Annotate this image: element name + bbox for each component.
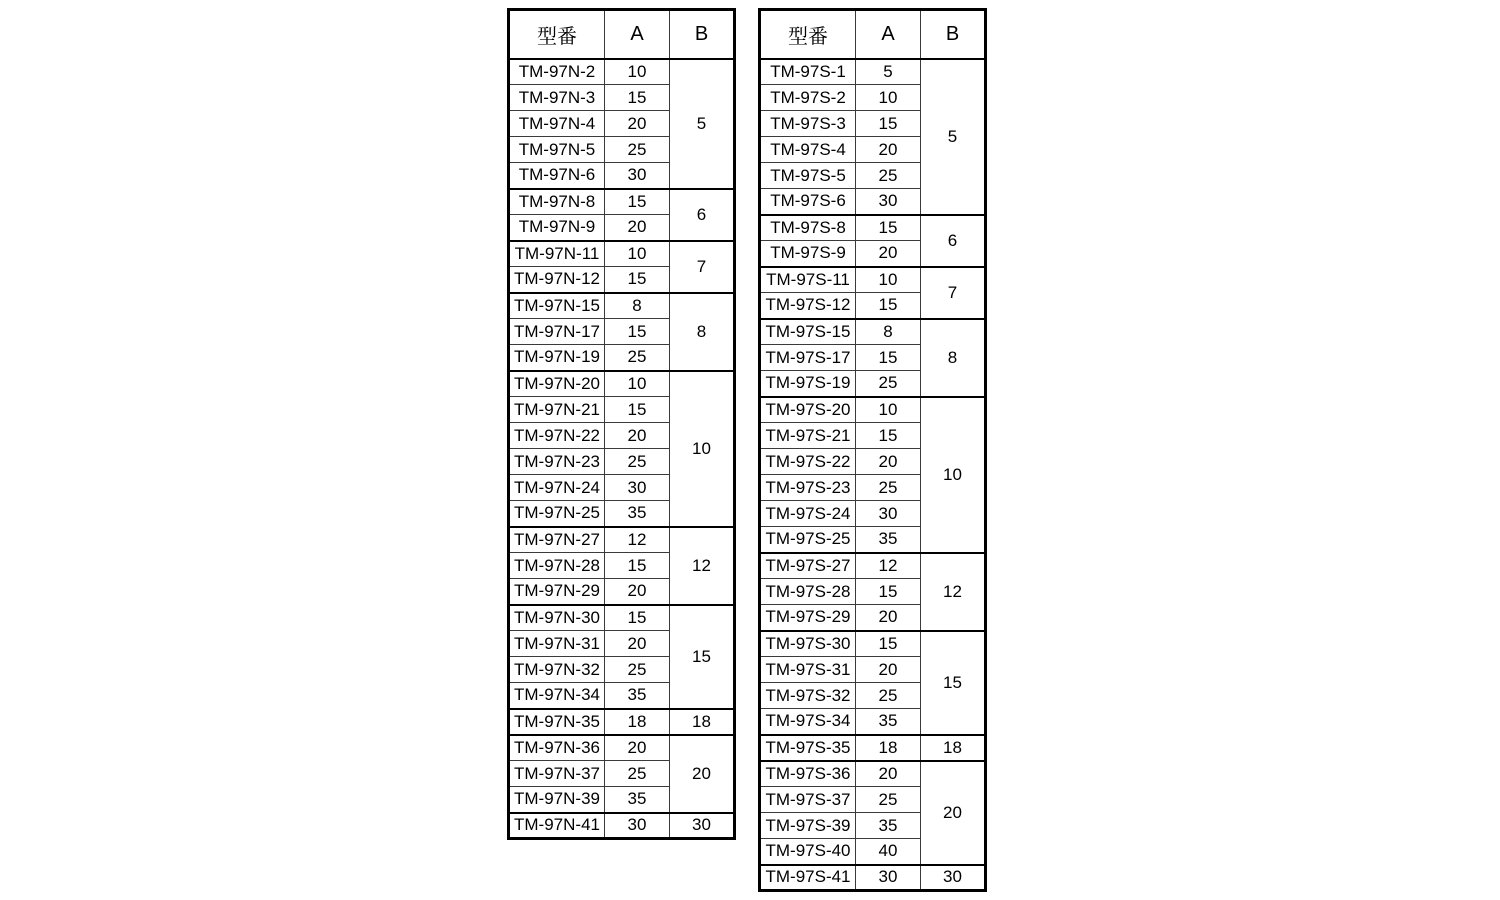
- a-value-cell: 18: [605, 709, 670, 735]
- a-value-cell: 20: [856, 137, 921, 163]
- table-row: [509, 241, 735, 267]
- model-cell: TM-97N-8: [509, 189, 605, 215]
- a-value-cell: 35: [856, 527, 921, 553]
- a-value-cell: 12: [856, 553, 921, 579]
- a-value-cell: 20: [605, 631, 670, 657]
- model-cell: TM-97S-8: [760, 215, 856, 241]
- tm-97n-spec-table: [507, 8, 736, 840]
- a-value-cell: 5: [856, 59, 921, 85]
- a-value-cell: 25: [605, 137, 670, 163]
- model-cell: TM-97S-21: [760, 423, 856, 449]
- table-row: [760, 215, 986, 241]
- a-value-cell: 15: [605, 189, 670, 215]
- table-row: [760, 319, 986, 345]
- model-cell: TM-97N-28: [509, 553, 605, 579]
- table-row: [509, 371, 735, 397]
- model-cell: TM-97N-23: [509, 449, 605, 475]
- model-cell: TM-97N-41: [509, 813, 605, 839]
- model-cell: TM-97N-5: [509, 137, 605, 163]
- table-row: [509, 605, 735, 631]
- table-row: [760, 59, 986, 85]
- a-value-cell: 20: [605, 111, 670, 137]
- a-value-cell: 15: [856, 345, 921, 371]
- b-value-cell: 7: [670, 241, 735, 293]
- a-value-cell: 25: [605, 761, 670, 787]
- a-value-cell: 25: [856, 163, 921, 189]
- model-cell: TM-97N-29: [509, 579, 605, 605]
- table-row: [760, 267, 986, 293]
- model-cell: TM-97S-31: [760, 657, 856, 683]
- a-value-cell: 30: [605, 813, 670, 839]
- model-cell: TM-97N-35: [509, 709, 605, 735]
- a-value-cell: 18: [856, 735, 921, 761]
- model-cell: TM-97N-20: [509, 371, 605, 397]
- b-value-cell: 12: [921, 553, 986, 631]
- a-value-cell: 15: [605, 85, 670, 111]
- b-value-cell: 12: [670, 527, 735, 605]
- model-cell: TM-97N-37: [509, 761, 605, 787]
- a-value-cell: 15: [856, 293, 921, 319]
- b-value-cell: 18: [921, 735, 986, 761]
- a-value-cell: 30: [856, 189, 921, 215]
- model-cell: TM-97N-36: [509, 735, 605, 761]
- table-row: [760, 631, 986, 657]
- a-value-cell: 20: [605, 423, 670, 449]
- table-row: [509, 527, 735, 553]
- a-value-cell: 10: [605, 59, 670, 85]
- model-cell: TM-97S-34: [760, 709, 856, 735]
- b-value-cell: 30: [921, 865, 986, 891]
- model-cell: TM-97N-12: [509, 267, 605, 293]
- model-cell: TM-97N-39: [509, 787, 605, 813]
- a-value-cell: 35: [856, 709, 921, 735]
- b-value-cell: 7: [921, 267, 986, 319]
- model-cell: TM-97S-23: [760, 475, 856, 501]
- model-cell: TM-97S-41: [760, 865, 856, 891]
- model-cell: TM-97S-19: [760, 371, 856, 397]
- model-cell: TM-97S-17: [760, 345, 856, 371]
- model-cell: TM-97S-2: [760, 85, 856, 111]
- b-value-cell: 20: [670, 735, 735, 813]
- table-row: [509, 709, 735, 735]
- a-value-cell: 10: [856, 397, 921, 423]
- a-value-cell: 15: [856, 111, 921, 137]
- table-row: [509, 293, 735, 319]
- model-cell: TM-97N-21: [509, 397, 605, 423]
- a-value-cell: 30: [856, 501, 921, 527]
- a-value-cell: 35: [605, 683, 670, 709]
- b-value-cell: 5: [670, 59, 735, 189]
- header-a: A: [605, 10, 670, 59]
- a-value-cell: 15: [605, 605, 670, 631]
- b-value-cell: 5: [921, 59, 986, 215]
- a-value-cell: 20: [605, 215, 670, 241]
- a-value-cell: 20: [856, 657, 921, 683]
- model-cell: TM-97S-25: [760, 527, 856, 553]
- model-cell: TM-97S-11: [760, 267, 856, 293]
- header-a: A: [856, 10, 921, 59]
- model-cell: TM-97S-15: [760, 319, 856, 345]
- model-cell: TM-97S-30: [760, 631, 856, 657]
- a-value-cell: 20: [856, 449, 921, 475]
- a-value-cell: 10: [605, 241, 670, 267]
- header-b: B: [921, 10, 986, 59]
- a-value-cell: 15: [605, 319, 670, 345]
- a-value-cell: 8: [605, 293, 670, 319]
- model-cell: TM-97N-32: [509, 657, 605, 683]
- table-body: [760, 59, 986, 891]
- model-cell: TM-97N-22: [509, 423, 605, 449]
- a-value-cell: 10: [605, 371, 670, 397]
- model-cell: TM-97S-5: [760, 163, 856, 189]
- a-value-cell: 25: [605, 345, 670, 371]
- model-cell: TM-97N-2: [509, 59, 605, 85]
- a-value-cell: 35: [856, 813, 921, 839]
- b-value-cell: 10: [921, 397, 986, 553]
- a-value-cell: 12: [605, 527, 670, 553]
- header-model: 型番: [509, 10, 605, 59]
- model-cell: TM-97S-6: [760, 189, 856, 215]
- model-cell: TM-97S-4: [760, 137, 856, 163]
- a-value-cell: 30: [605, 475, 670, 501]
- model-cell: TM-97S-32: [760, 683, 856, 709]
- model-cell: TM-97N-30: [509, 605, 605, 631]
- b-value-cell: 15: [921, 631, 986, 735]
- model-cell: TM-97N-6: [509, 163, 605, 189]
- model-cell: TM-97N-17: [509, 319, 605, 345]
- b-value-cell: 8: [670, 293, 735, 371]
- model-cell: TM-97S-24: [760, 501, 856, 527]
- a-value-cell: 8: [856, 319, 921, 345]
- model-cell: TM-97N-19: [509, 345, 605, 371]
- model-cell: TM-97S-22: [760, 449, 856, 475]
- model-cell: TM-97S-28: [760, 579, 856, 605]
- a-value-cell: 25: [605, 657, 670, 683]
- a-value-cell: 15: [856, 423, 921, 449]
- table-row: [760, 735, 986, 761]
- a-value-cell: 35: [605, 501, 670, 527]
- b-value-cell: 30: [670, 813, 735, 839]
- a-value-cell: 15: [856, 631, 921, 657]
- model-cell: TM-97S-1: [760, 59, 856, 85]
- model-cell: TM-97S-27: [760, 553, 856, 579]
- model-cell: TM-97S-12: [760, 293, 856, 319]
- a-value-cell: 25: [856, 371, 921, 397]
- a-value-cell: 30: [605, 163, 670, 189]
- a-value-cell: 10: [856, 85, 921, 111]
- table-row: [509, 813, 735, 839]
- a-value-cell: 15: [605, 267, 670, 293]
- model-cell: TM-97S-3: [760, 111, 856, 137]
- b-value-cell: 15: [670, 605, 735, 709]
- a-value-cell: 15: [856, 215, 921, 241]
- model-cell: TM-97S-20: [760, 397, 856, 423]
- tm-97s-spec-table: [758, 8, 987, 892]
- a-value-cell: 25: [605, 449, 670, 475]
- a-value-cell: 10: [856, 267, 921, 293]
- table-row: [509, 735, 735, 761]
- model-cell: TM-97S-9: [760, 241, 856, 267]
- model-cell: TM-97N-9: [509, 215, 605, 241]
- model-cell: TM-97S-35: [760, 735, 856, 761]
- header-row: [760, 10, 986, 59]
- b-value-cell: 6: [670, 189, 735, 241]
- b-value-cell: 10: [670, 371, 735, 527]
- model-cell: TM-97N-27: [509, 527, 605, 553]
- model-cell: TM-97S-39: [760, 813, 856, 839]
- model-cell: TM-97S-37: [760, 787, 856, 813]
- model-cell: TM-97N-15: [509, 293, 605, 319]
- table-row: [760, 553, 986, 579]
- header-row: [509, 10, 735, 59]
- a-value-cell: 40: [856, 839, 921, 865]
- table-body: [509, 59, 735, 839]
- model-cell: TM-97N-31: [509, 631, 605, 657]
- a-value-cell: 15: [605, 553, 670, 579]
- model-cell: TM-97N-4: [509, 111, 605, 137]
- a-value-cell: 20: [856, 605, 921, 631]
- a-value-cell: 25: [856, 787, 921, 813]
- table-row: [760, 865, 986, 891]
- a-value-cell: 15: [605, 397, 670, 423]
- b-value-cell: 18: [670, 709, 735, 735]
- a-value-cell: 20: [856, 761, 921, 787]
- b-value-cell: 20: [921, 761, 986, 865]
- a-value-cell: 20: [605, 735, 670, 761]
- model-cell: TM-97N-34: [509, 683, 605, 709]
- model-cell: TM-97N-11: [509, 241, 605, 267]
- a-value-cell: 25: [856, 475, 921, 501]
- header-b: B: [670, 10, 735, 59]
- table-row: [760, 397, 986, 423]
- model-cell: TM-97S-36: [760, 761, 856, 787]
- table-row: [760, 761, 986, 787]
- a-value-cell: 20: [605, 579, 670, 605]
- a-value-cell: 35: [605, 787, 670, 813]
- model-cell: TM-97N-3: [509, 85, 605, 111]
- b-value-cell: 6: [921, 215, 986, 267]
- a-value-cell: 30: [856, 865, 921, 891]
- a-value-cell: 15: [856, 579, 921, 605]
- model-cell: TM-97S-29: [760, 605, 856, 631]
- a-value-cell: 20: [856, 241, 921, 267]
- model-cell: TM-97N-24: [509, 475, 605, 501]
- a-value-cell: 25: [856, 683, 921, 709]
- header-model: 型番: [760, 10, 856, 59]
- model-cell: TM-97N-25: [509, 501, 605, 527]
- table-row: [509, 59, 735, 85]
- model-cell: TM-97S-40: [760, 839, 856, 865]
- table-row: [509, 189, 735, 215]
- b-value-cell: 8: [921, 319, 986, 397]
